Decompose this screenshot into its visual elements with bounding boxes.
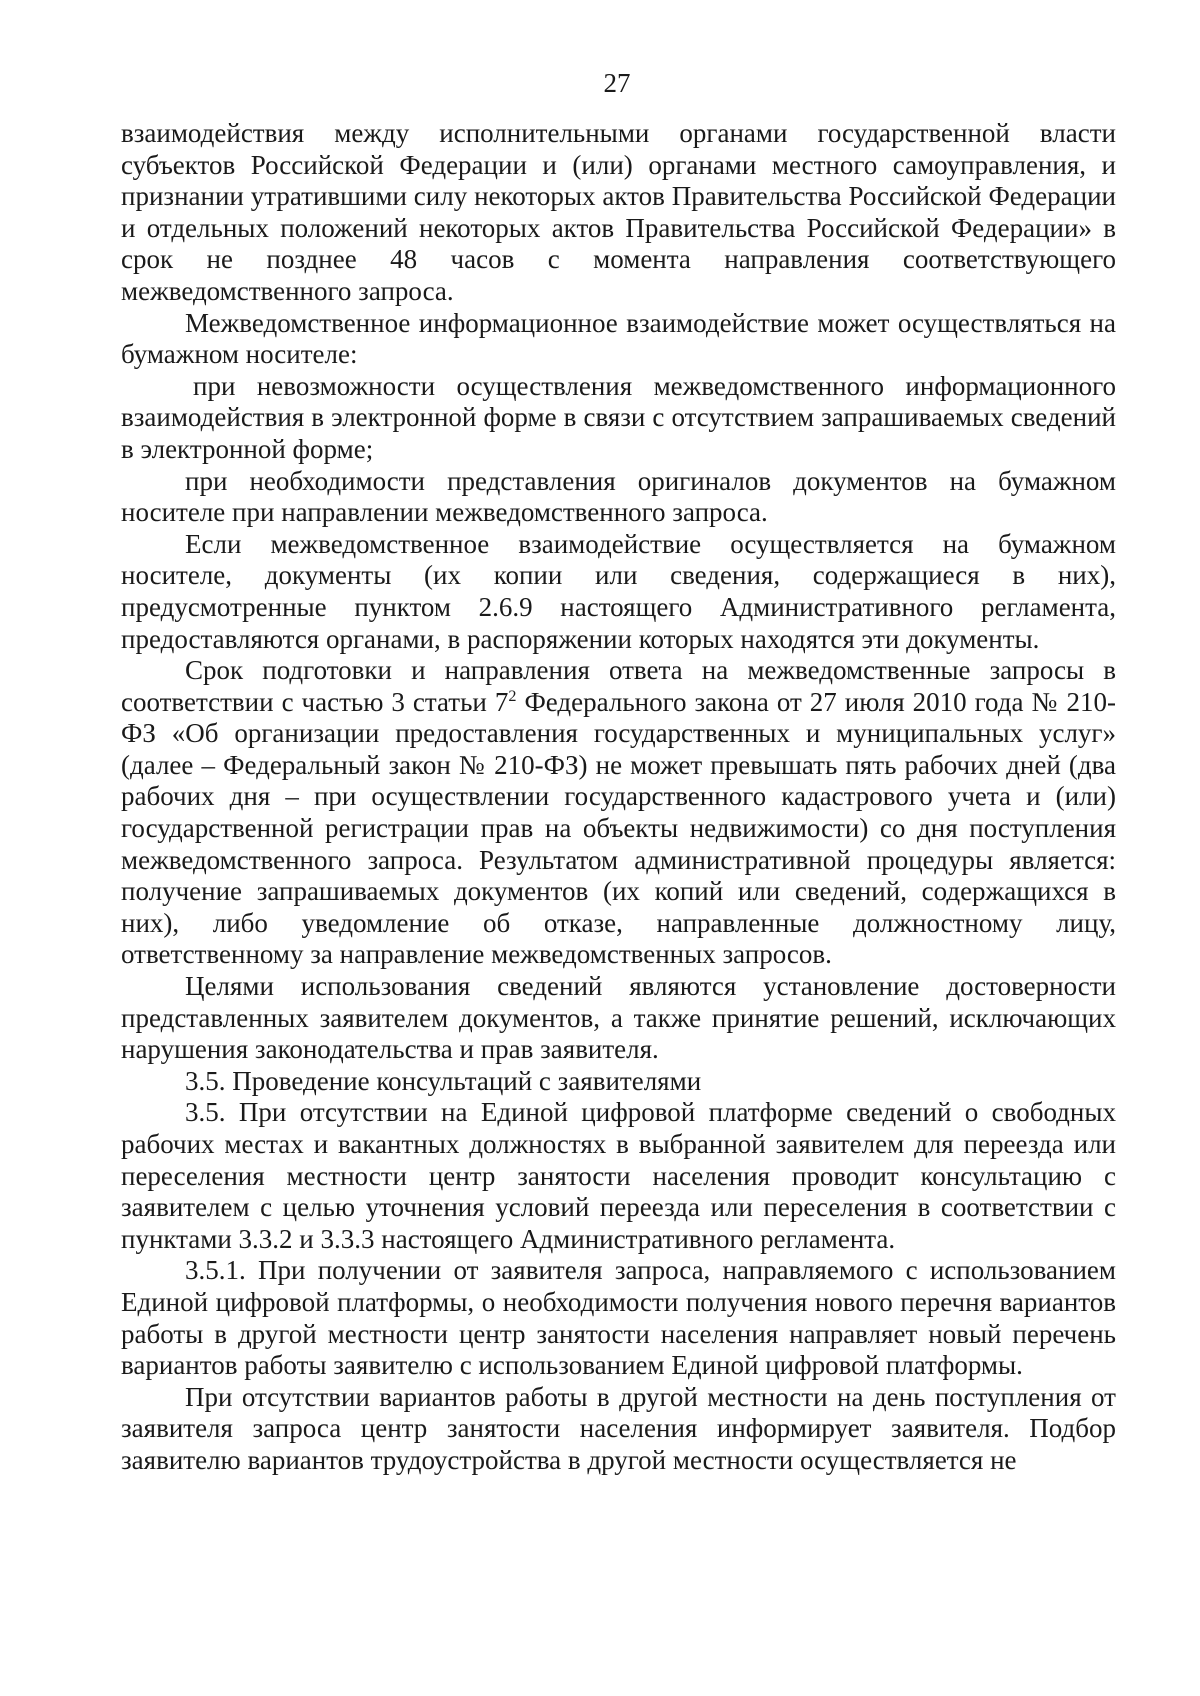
paragraph-interaction-paper: Межведомственное информационное взаимодействие может осуществляться на бумажном носителе: bbox=[121, 307, 1116, 370]
article-superscript: 2 bbox=[508, 686, 517, 705]
section-heading-3-5: 3.5. Проведение консультаций с заявителями bbox=[185, 1065, 702, 1096]
paragraph-no-vacancies: При отсутствии вариантов работы в другой местности на день поступления от заявителя запроса центр занятости населения информирует заявителя. Подбор заявителю вариантов трудоустройства в другой местности осуществляется не bbox=[121, 1381, 1116, 1475]
paragraph-3-5-consultation: 3.5. При отсутствии на Единой цифровой платформе сведений о свободных рабочих местах и вакантных должностях в выбранной заявителем для переезда или переселения местности центр занятости населения проводит консультацию с заявителем с целью уточнения условий переезда или переселения в соответствии с пунктами 3.3.2 и 3.3.3 настоящего Административного регламента. bbox=[121, 1097, 1116, 1254]
paragraph-purpose-of-use: Целями использования сведений являются установление достоверности представленных заявителем документов, а также принятие решений, исключающих нарушения законодательства и прав заявителя. bbox=[121, 971, 1116, 1065]
deadline-text-before: Срок подготовки и направления ответа на межведомственные запросы в соответствии с частью 3 статьи 7 bbox=[121, 655, 1116, 717]
paragraph-response-deadline bbox=[121, 655, 1116, 971]
page-number: 27 bbox=[603, 68, 631, 98]
paragraph-3-5-1-new-list: 3.5.1. При получении от заявителя запроса, направляемого с использованием Единой цифровой платформы, о необходимости получения нового перечня вариантов работы в другой местности центр занятости населения направляет новый перечень вариантов работы заявителю с использованием Единой цифровой платформы. bbox=[121, 1255, 1116, 1381]
document-body bbox=[121, 118, 1116, 1477]
paragraph-paper-documents: Если межведомственное взаимодействие осуществляется на бумажном носителе, документы (их копии или сведения, содержащиеся в них), предусмотренные пунктом 2.6.9 настоящего Административного регламента, предоставляются органами, в распоряжении которых находятся эти документы. bbox=[121, 528, 1116, 654]
deadline-text-after: Федерального закона от 27 июля 2010 года № 210-ФЗ «Об организации предоставления государственных и муниципальных услуг» (далее – Федеральный закон № 210-ФЗ) не может превышать пять рабочих дней (два рабочих дня – при осуществлении государственного кадастрового учета и (или) государственной регистрации прав на объекты недвижимости) со дня поступления межведомственного запроса. Результатом административной процедуры является: получение запрашиваемых документов (их копий или сведений, содержащихся в них), либо уведомление об отказе, направленные должностному лицу, ответственному за направление межведомственных запросов. bbox=[121, 686, 1116, 970]
paragraph-impossibility-electronic: при невозможности осуществления межведомственного информационного взаимодействия в электронной форме в связи с отсутствием запрашиваемых сведений в электронной форме; bbox=[121, 370, 1116, 464]
paragraph-continuation: взаимодействия между исполнительными органами государственной власти субъектов Российской Федерации и (или) органами местного самоуправления, и признании утратившими силу некоторых актов Правительства Российской Федерации и отдельных положений некоторых актов Правительства Российской Федерации» в срок не позднее 48 часов с момента направления соответствующего межведомственного запроса. bbox=[121, 118, 1116, 306]
paragraph-originals-required: при необходимости представления оригиналов документов на бумажном носителе при направлении межведомственного запроса. bbox=[121, 465, 1116, 528]
